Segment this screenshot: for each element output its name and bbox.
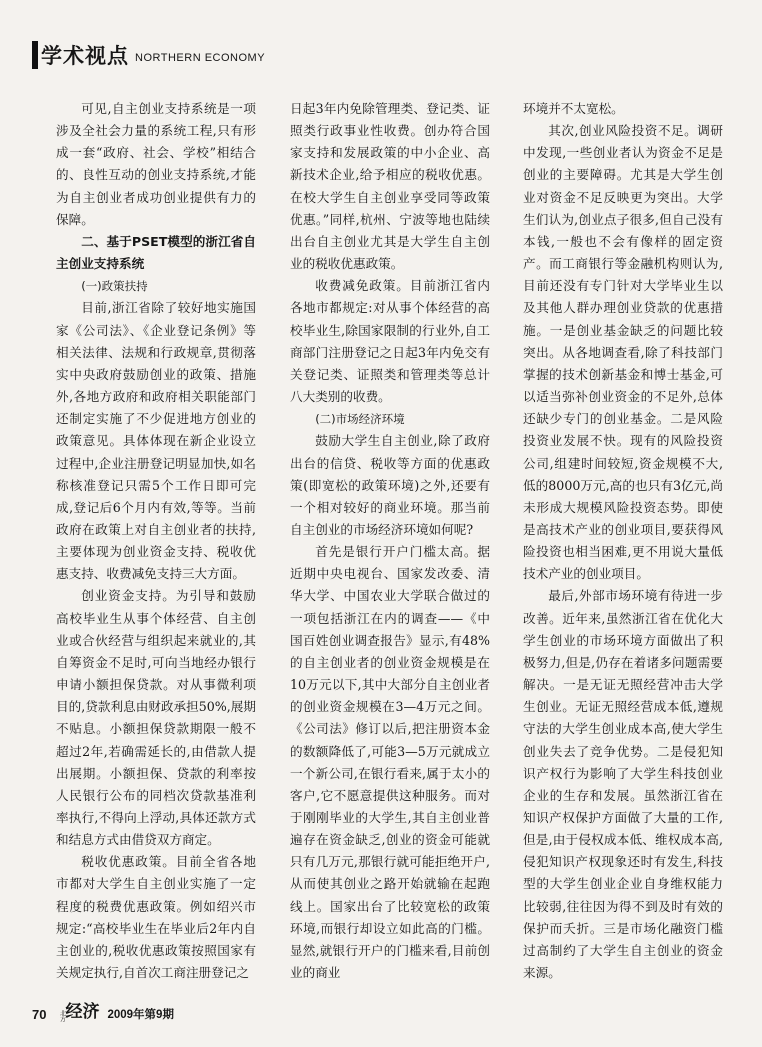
issue-label: 2009年第9期 [107, 1009, 174, 1021]
journal-name: NORTHERN ECONOMY [135, 52, 266, 64]
section-title: 学术视点 [41, 44, 129, 68]
magazine-logo-prefix: 北方 [58, 1010, 65, 1022]
subsection-heading [290, 408, 490, 430]
paragraph: 创业资金支持。为引导和鼓励高校毕业生从事个体经营、自主创业或合伙经营与组织起来就业的,其自筹资金不足时,可向当地经办银行申请小额担保贷款。对从事微利项目的,贷款利息由财政承担50%,展期不贴息。小额担保贷款期限一般不超过2年,若确需延长的,由借款人提出展期。小额担保、贷款的利率按人民银行公布的同档次贷款基准利率执行,不得向上浮动,具体还款方式和结息方式由借贷双方商定。 [56, 588, 256, 848]
paragraph: 税收优惠政策。目前全省各地市都对大学生自主创业实施了一定程度的税费优惠政策。例如绍兴市规定:“高校毕业生在毕业后2年内自主创业的,税收优惠政策按照国家有关规定执行,自首次工商注册登记之 [56, 854, 256, 981]
column-2 [290, 98, 490, 984]
column-1 [56, 98, 256, 984]
paragraph: 日起3年内免除管理类、登记类、证照类行政事业性收费。创办符合国家支持和发展政策的中小企业、高新技术企业,给予相应的税收优惠。在校大学生自主创业享受同等政策优惠。”同样,杭州、宁波等地也陆续出台自主创业尤其是大学生自主创业的税收优惠政策。 [290, 101, 490, 272]
paragraph: 首先是银行开户门槛太高。据近期中央电视台、国家发改委、清华大学、中国农业大学联合做过的一项包括浙江在内的调查——《中国百姓创业调查报告》显示,有48%的自主创业者的创业资金规模是在10万元以下,其中大部分自主创业者的创业资金规模在3—4万元之间。《公司法》修订以后,把注册资本金的数额降低了,可能3—5万元就成立一个新公司,在银行看来,属于太小的客户,它不愿意提供这种服务。而对于刚刚毕业的大学生,其自主创业普遍存在资金缺乏,创业的资金可能就只有几万元,那银行就可能拒绝开户,从而使其创业之路开始就输在起跑线上。国家出台了比较宽松的政策环境,而银行却设立如此高的门槛。显然,就银行开户的门槛来看,目前创业的商业 [290, 544, 490, 981]
paragraph: 可见,自主创业支持系统是一项涉及全社会力量的系统工程,只有形成一套“政府、社会、学校”相结合的、良性互动的创业支持系统,才能为自主创业者成功创业提供有力的保障。 [56, 101, 256, 227]
magazine-logo: 经济 [65, 1002, 100, 1022]
journal-header [32, 40, 265, 70]
subsection-heading [56, 275, 256, 297]
paragraph: 最后,外部市场环境有待进一步改善。近年来,虽然浙江省在优化大学生创业的市场环境方面做出了积极努力,但是,仍存在着诸多问题需要解决。一是无证无照经营冲击大学生创业。无证无照经营成本低,遵规守法的大学生创业成本高,使大学生创业失去了竞争优势。二是侵犯知识产权行为影响了大学生科技创业企业的生存和发展。虽然浙江省在知识产权保护方面做了大量的工作,但是,由于侵权成本低、维权成本高,侵犯知识产权现象还时有发生,科技型的大学生创业企业自身维权能力比较弱,往往因为得不到及时有效的保护而夭折。三是市场化融资门槛过高制约了大学生自主创业的资金来源。 [523, 588, 723, 981]
column-3 [523, 98, 723, 984]
paragraph: 其次,创业风险投资不足。调研中发现,一些创业者认为资金不足是创业的主要障碍。尤其是大学生创业对资金不足反映更为突出。大学生们认为,创业点子很多,但自己没有本钱,一般也不会有像样的固定资产。而工商银行等金融机构则认为,目前还没有专门针对大学毕业生以及其他人群办理创业贷款的优惠措施。一是创业基金缺乏的问题比较突出。从各地调查看,除了科技部门掌握的技术创新基金和博士基金,可以适当弥补创业资金的不足外,总体还缺少专门的创业基金。二是风险投资业发展不快。现有的风险投资公司,组建时间较短,资金规模不大,低的8000万元,高的也只有3亿元,尚未形成大规模风险投资态势。即使是高技术产业的创业项目,要获得风险投资也相当困难,更不用说大量低技术产业的创业项目。 [523, 123, 723, 582]
paragraph: 鼓励大学生自主创业,除了政府出台的信贷、税收等方面的优惠政策(即宽松的政策环境)之外,还要有一个相对较好的商业环境。那当前自主创业的市场经济环境如何呢? [290, 433, 490, 537]
paragraph: 目前,浙江省除了较好地实施国家《公司法》、《企业登记条例》等相关法律、法规和行政规章,贯彻落实中央政府鼓励创业的政策、措施外,各地方政府和政府相关职能部门还制定实施了不少促进地方创业的政策意见。具体体现在新企业设立过程中,企业注册登记明显加快,如名称核准登记只需5个工作日即可完成,登记后6个月内有效,等等。当前政府在政策上对自主创业者的扶持,主要体现为创业资金支持、税收优惠支持、收费减免支持三大方面。 [56, 300, 256, 582]
paragraph: 收费减免政策。目前浙江省内各地市都规定:对从事个体经营的高校毕业生,除国家限制的行业外,自工商部门注册登记之日起3年内免交有关登记类、证照类和管理类等总计八大类别的收费。 [290, 278, 490, 405]
subsection-heading-text: (一)政策扶持 [81, 279, 148, 294]
page-number: 70 [32, 1007, 47, 1022]
subsection-heading-text: (二)市场经济环境 [315, 412, 405, 427]
paragraph: 环境并不太宽松。 [523, 101, 624, 116]
page-footer [32, 1002, 174, 1022]
header-bar-mark [32, 41, 38, 69]
section-heading: 二、基于PSET模型的浙江省自主创业支持系统 [56, 233, 256, 272]
